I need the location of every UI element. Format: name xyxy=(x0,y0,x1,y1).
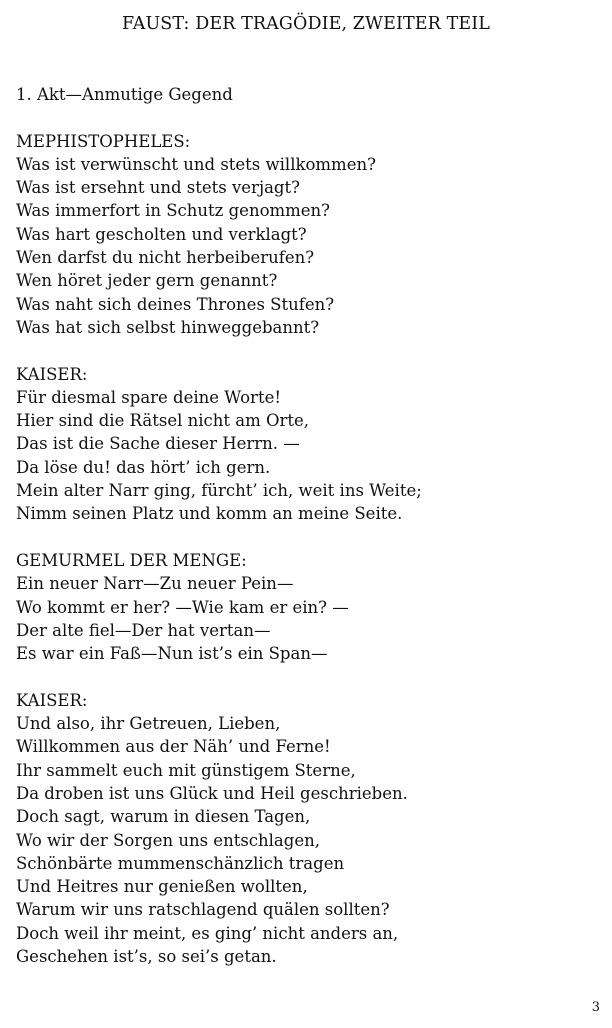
verse-line: Geschehen ist’s, so sei’s getan. xyxy=(16,946,277,966)
verse-line: Nimm seinen Platz und komm an meine Seite. xyxy=(16,504,403,524)
speaker-name: KAISER: xyxy=(16,690,88,710)
verse-line: Mein alter Narr ging, fürcht’ ich, weit ins Weite; xyxy=(16,481,422,501)
blank-line xyxy=(16,339,596,362)
verse-line: Und also, ihr Getreuen, Lieben, xyxy=(16,714,281,734)
speaker-name: MEPHISTOPHELES: xyxy=(16,131,191,151)
page-number: 3 xyxy=(591,1000,600,1015)
speech-block xyxy=(16,689,596,969)
speech-block xyxy=(16,549,596,665)
verse-line: Schönbärte mummenschänzlich tragen xyxy=(16,853,345,873)
verse-line: Wo wir der Sorgen uns entschlagen, xyxy=(16,830,320,850)
verse-line: Doch sagt, warum in diesen Tagen, xyxy=(16,807,311,827)
verse-line: Und Heitres nur genießen wollten, xyxy=(16,877,308,897)
verse-line: Doch weil ihr meint, es ging’ nicht anders an, xyxy=(16,923,399,943)
speaker-name: GEMURMEL DER MENGE: xyxy=(16,550,247,570)
verse-line: Da droben ist uns Glück und Heil geschrieben. xyxy=(16,783,408,803)
verse-line: Wo kommt er her? —Wie kam er ein? — xyxy=(16,597,349,617)
verse-line: Was immerfort in Schutz genommen? xyxy=(16,201,331,221)
blank-line xyxy=(16,106,596,129)
verse-line: Was hat sich selbst hinweggebannt? xyxy=(16,317,320,337)
speaker-name: KAISER: xyxy=(16,364,88,384)
verse-line: Hier sind die Rätsel nicht am Orte, xyxy=(16,411,310,431)
verse-line: Was ist ersehnt und stets verjagt? xyxy=(16,178,300,198)
verse-line: Willkommen aus der Näh’ und Ferne! xyxy=(16,737,331,757)
blank-line xyxy=(16,526,596,549)
page-title: FAUST: DER TRAGÖDIE, ZWEITER TEIL xyxy=(121,14,490,34)
verse-line: Was naht sich deines Thrones Stufen? xyxy=(16,294,335,314)
blank-line xyxy=(16,665,596,688)
speech-block xyxy=(16,363,596,526)
verse-line: Ihr sammelt euch mit günstigem Sterne, xyxy=(16,760,356,780)
verse-line: Das ist die Sache dieser Herrn. — xyxy=(16,434,300,454)
text-body xyxy=(16,83,596,968)
verse-line: Es war ein Faß—Nun ist’s ein Span— xyxy=(16,644,328,664)
verse-line: Ein neuer Narr—Zu neuer Pein— xyxy=(16,574,294,594)
verse-line: Da löse du! das hört’ ich gern. xyxy=(16,457,271,477)
verse-line: Wen höret jeder gern genannt? xyxy=(16,271,278,291)
verse-line: Was ist verwünscht und stets willkommen? xyxy=(16,154,376,174)
verse-line: Wen darfst du nicht herbeiberufen? xyxy=(16,248,315,268)
speech-block xyxy=(16,130,596,340)
verse-line: Was hart gescholten und verklagt? xyxy=(16,224,307,244)
verse-line: Für diesmal spare deine Worte! xyxy=(16,387,281,407)
verse-line: Der alte fiel—Der hat vertan— xyxy=(16,620,271,640)
verse-line: Warum wir uns ratschlagend quälen sollten? xyxy=(16,900,390,920)
scene-heading: 1. Akt—Anmutige Gegend xyxy=(16,85,233,104)
